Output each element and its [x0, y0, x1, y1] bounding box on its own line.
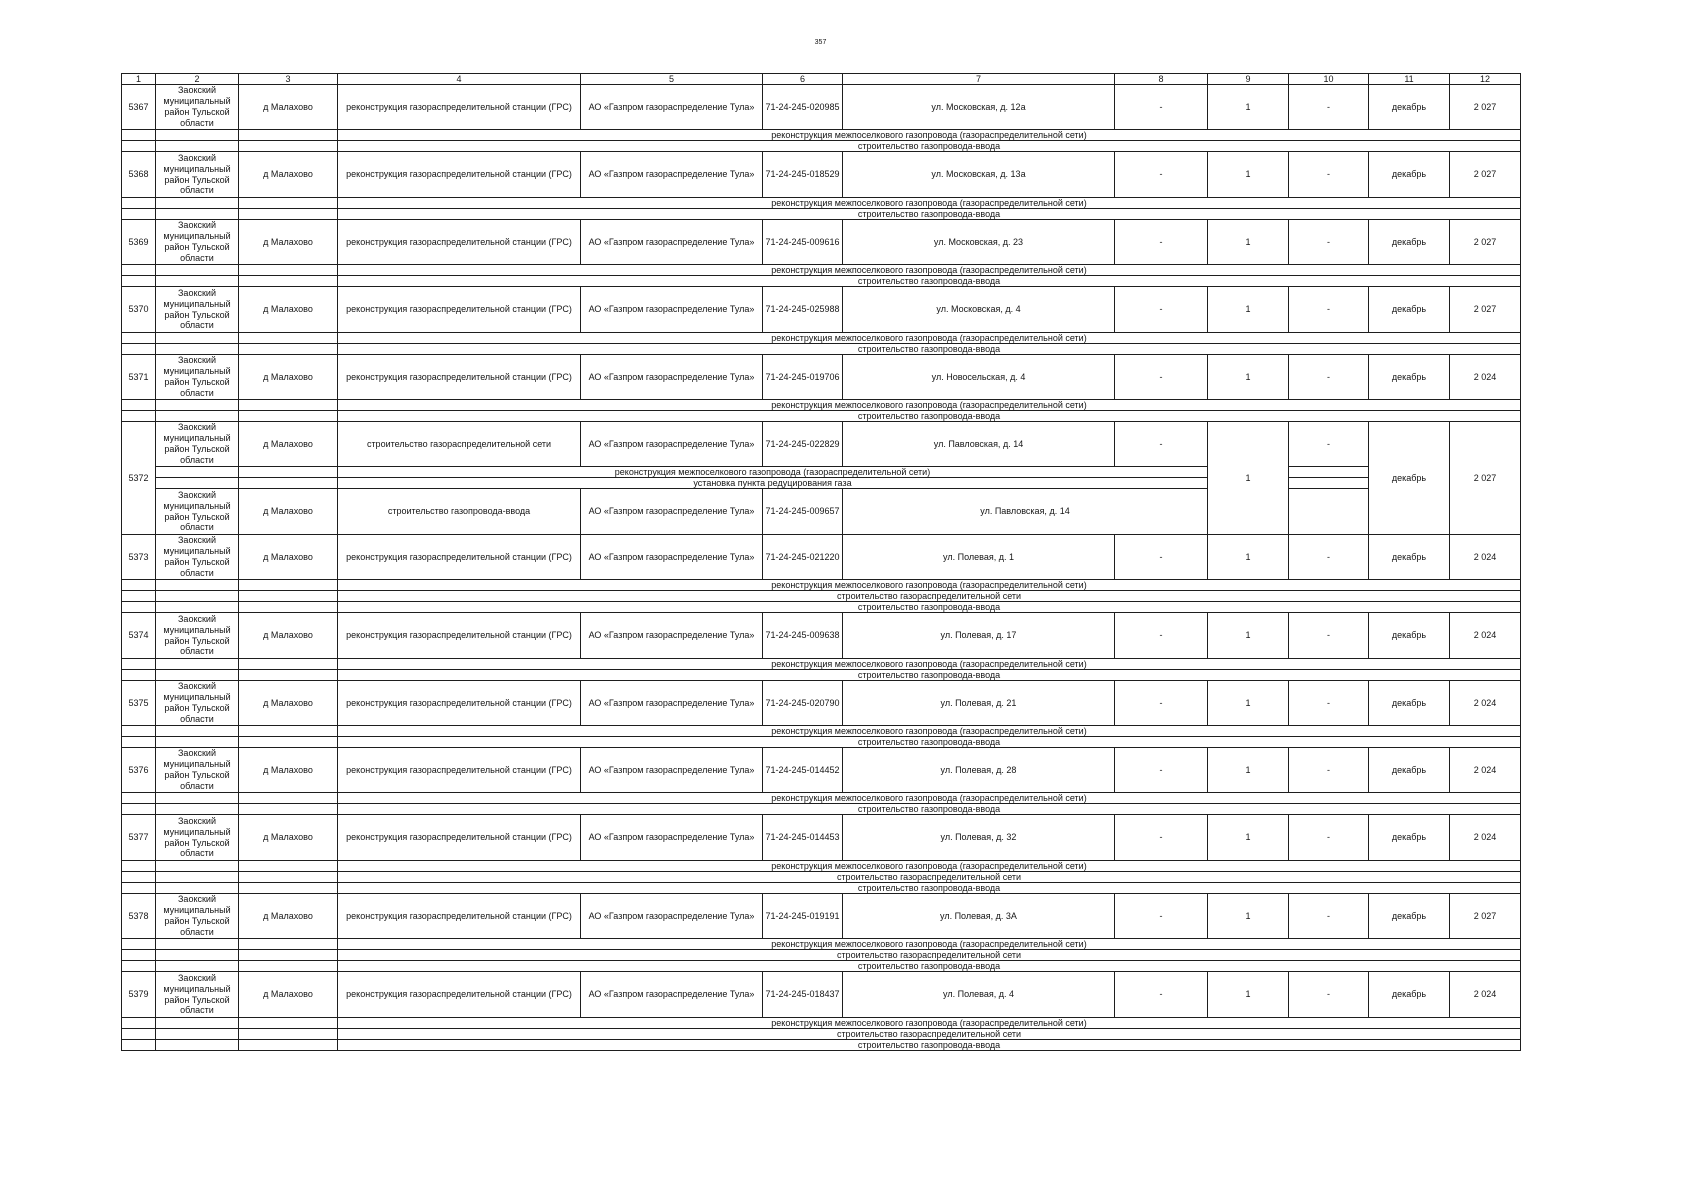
organization: АО «Газпром газораспределение Тула»: [580, 488, 763, 535]
locality: д Малахово: [238, 534, 338, 580]
address: ул. Полевая, д. 21: [842, 680, 1115, 726]
object-code: 71-24-245-021220: [762, 534, 843, 580]
record-number: 5376: [121, 747, 156, 793]
object-code: 71-24-245-019706: [762, 354, 843, 400]
district: Заокский муниципальный район Тульской области: [155, 814, 239, 861]
work-type: реконструкция газораспределительной станции (ГРС): [337, 151, 581, 198]
month: декабрь: [1368, 286, 1450, 333]
page-number: 357: [814, 39, 827, 46]
work-type: строительство газопровода-ввода: [337, 488, 581, 535]
empty-cell: [155, 1039, 239, 1051]
sub-work-item: реконструкция межпоселкового газопровода (газораспределительной сети): [337, 129, 1521, 141]
sub-work-item: реконструкция межпоселкового газопровода (газораспределительной сети): [337, 197, 1521, 209]
record-number: 5377: [121, 814, 156, 861]
sub-work-item: установка пункта редуцирования газа: [337, 477, 1208, 489]
col-8-value: -: [1114, 354, 1208, 400]
col-10-value: -: [1288, 421, 1369, 467]
locality: д Малахово: [238, 219, 338, 265]
record-number: 5367: [121, 84, 156, 130]
organization: АО «Газпром газораспределение Тула»: [580, 680, 763, 726]
col-10-value: -: [1288, 971, 1369, 1018]
header-cell: 7: [842, 73, 1115, 85]
year: 2 024: [1449, 814, 1521, 861]
work-type: реконструкция газораспределительной станции (ГРС): [337, 893, 581, 939]
col-10-value: -: [1288, 354, 1369, 400]
sub-work-item: строительство газораспределительной сети: [337, 871, 1521, 883]
month: декабрь: [1368, 680, 1450, 726]
object-code: 71-24-245-018529: [762, 151, 843, 198]
col-9-value: 1: [1207, 219, 1289, 265]
col-8-value: -: [1114, 971, 1208, 1018]
month: декабрь: [1368, 219, 1450, 265]
locality: д Малахово: [238, 84, 338, 130]
month: декабрь: [1368, 534, 1450, 580]
sub-work-item: реконструкция межпоселкового газопровода (газораспределительной сети): [337, 264, 1521, 276]
col-9-value: 1: [1207, 971, 1289, 1018]
organization: АО «Газпром газораспределение Тула»: [580, 84, 763, 130]
sub-work-item: реконструкция межпоселкового газопровода (газораспределительной сети): [337, 938, 1521, 950]
object-code: 71-24-245-025988: [762, 286, 843, 333]
year: 2 024: [1449, 534, 1521, 580]
address: ул. Полевая, д. 1: [842, 534, 1115, 580]
sub-work-item: реконструкция межпоселкового газопровода (газораспределительной сети): [337, 579, 1521, 591]
work-type: реконструкция газораспределительной станции (ГРС): [337, 534, 581, 580]
address: ул. Московская, д. 4: [842, 286, 1115, 333]
work-type: строительство газораспределительной сети: [337, 421, 581, 467]
col-10-value: -: [1288, 747, 1369, 793]
organization: АО «Газпром газораспределение Тула»: [580, 971, 763, 1018]
month: декабрь: [1368, 971, 1450, 1018]
col-9-value: 1: [1207, 534, 1289, 580]
work-type: реконструкция газораспределительной станции (ГРС): [337, 680, 581, 726]
sub-work-item: реконструкция межпоселкового газопровода (газораспределительной сети): [337, 1017, 1521, 1029]
year: 2 027: [1449, 893, 1521, 939]
locality: д Малахово: [238, 612, 338, 659]
organization: АО «Газпром газораспределение Тула»: [580, 151, 763, 198]
district: Заокский муниципальный район Тульской области: [155, 747, 239, 793]
object-code: 71-24-245-009638: [762, 612, 843, 659]
col-10-value: -: [1288, 612, 1369, 659]
sub-work-item: реконструкция межпоселкового газопровода (газораспределительной сети): [337, 658, 1521, 670]
organization: АО «Газпром газораспределение Тула»: [580, 534, 763, 580]
locality: д Малахово: [238, 971, 338, 1018]
col-8-value: -: [1114, 534, 1208, 580]
object-code: 71-24-245-022829: [762, 421, 843, 467]
sub-work-item: строительство газораспределительной сети: [337, 590, 1521, 602]
sub-work-item: строительство газопровода-ввода: [337, 736, 1521, 748]
col-8-value: -: [1114, 84, 1208, 130]
sub-work-item: реконструкция межпоселкового газопровода (газораспределительной сети): [337, 466, 1208, 478]
year: 2 024: [1449, 680, 1521, 726]
col-8-value: -: [1114, 286, 1208, 333]
work-type: реконструкция газораспределительной станции (ГРС): [337, 354, 581, 400]
district: Заокский муниципальный район Тульской области: [155, 84, 239, 130]
locality: д Малахово: [238, 286, 338, 333]
address: ул. Полевая, д. 3А: [842, 893, 1115, 939]
month: декабрь: [1368, 612, 1450, 659]
organization: АО «Газпром газораспределение Тула»: [580, 814, 763, 861]
sub-work-item: реконструкция межпоселкового газопровода (газораспределительной сети): [337, 332, 1521, 344]
month: декабрь: [1368, 814, 1450, 861]
district: Заокский муниципальный район Тульской области: [155, 534, 239, 580]
empty-cell: [238, 1039, 338, 1051]
sub-work-item: строительство газопровода-ввода: [337, 140, 1521, 152]
locality: д Малахово: [238, 893, 338, 939]
district: Заокский муниципальный район Тульской области: [155, 151, 239, 198]
sub-work-item: реконструкция межпоселкового газопровода (газораспределительной сети): [337, 792, 1521, 804]
record-number: 5375: [121, 680, 156, 726]
col-9-value: 1: [1207, 421, 1289, 535]
sub-work-item: строительство газопровода-ввода: [337, 1039, 1521, 1051]
col-10-value: -: [1288, 219, 1369, 265]
organization: АО «Газпром газораспределение Тула»: [580, 893, 763, 939]
organization: АО «Газпром газораспределение Тула»: [580, 421, 763, 467]
empty-cell: [121, 1039, 156, 1051]
address: ул. Полевая, д. 28: [842, 747, 1115, 793]
header-cell: 12: [1449, 73, 1521, 85]
header-cell: 3: [238, 73, 338, 85]
month: декабрь: [1368, 151, 1450, 198]
address: ул. Полевая, д. 17: [842, 612, 1115, 659]
organization: АО «Газпром газораспределение Тула»: [580, 219, 763, 265]
district: Заокский муниципальный район Тульской области: [155, 893, 239, 939]
col-8-value: -: [1114, 612, 1208, 659]
col-9-value: 1: [1207, 814, 1289, 861]
header-cell: 5: [580, 73, 763, 85]
header-cell: 2: [155, 73, 239, 85]
month: декабрь: [1368, 893, 1450, 939]
year: 2 024: [1449, 612, 1521, 659]
object-code: 71-24-245-014452: [762, 747, 843, 793]
col-8-value: -: [1114, 680, 1208, 726]
organization: АО «Газпром газораспределение Тула»: [580, 612, 763, 659]
col-9-value: 1: [1207, 612, 1289, 659]
record-number: 5379: [121, 971, 156, 1018]
col-8-value: -: [1114, 814, 1208, 861]
sub-work-item: строительство газопровода-ввода: [337, 960, 1521, 972]
address: ул. Московская, д. 13а: [842, 151, 1115, 198]
object-code: 71-24-245-009657: [762, 488, 843, 535]
header-cell: 1: [121, 73, 156, 85]
record-number: 5368: [121, 151, 156, 198]
work-type: реконструкция газораспределительной станции (ГРС): [337, 612, 581, 659]
year: 2 027: [1449, 286, 1521, 333]
record-number: 5371: [121, 354, 156, 400]
empty-cell: [1288, 488, 1369, 535]
sub-work-item: реконструкция межпоселкового газопровода (газораспределительной сети): [337, 860, 1521, 872]
record-number: 5378: [121, 893, 156, 939]
object-code: 71-24-245-020985: [762, 84, 843, 130]
work-type: реконструкция газораспределительной станции (ГРС): [337, 971, 581, 1018]
object-code: 71-24-245-020790: [762, 680, 843, 726]
address: ул. Московская, д. 23: [842, 219, 1115, 265]
locality: д Малахово: [238, 421, 338, 467]
sub-work-item: реконструкция межпоселкового газопровода (газораспределительной сети): [337, 725, 1521, 737]
col-9-value: 1: [1207, 286, 1289, 333]
month: декабрь: [1368, 747, 1450, 793]
record-number: 5373: [121, 534, 156, 580]
address: ул. Павловская, д. 14: [842, 488, 1208, 535]
district: Заокский муниципальный район Тульской области: [155, 354, 239, 400]
sub-work-item: строительство газопровода-ввода: [337, 601, 1521, 613]
year: 2 027: [1449, 421, 1521, 535]
locality: д Малахово: [238, 814, 338, 861]
header-cell: 8: [1114, 73, 1208, 85]
district: Заокский муниципальный район Тульской области: [155, 219, 239, 265]
district: Заокский муниципальный район Тульской области: [155, 421, 239, 467]
sub-work-item: реконструкция межпоселкового газопровода (газораспределительной сети): [337, 399, 1521, 411]
year: 2 024: [1449, 747, 1521, 793]
locality: д Малахово: [238, 488, 338, 535]
sub-work-item: строительство газораспределительной сети: [337, 1028, 1521, 1040]
col-9-value: 1: [1207, 747, 1289, 793]
year: 2 027: [1449, 219, 1521, 265]
col-9-value: 1: [1207, 680, 1289, 726]
district: Заокский муниципальный район Тульской области: [155, 488, 239, 535]
year: 2 024: [1449, 354, 1521, 400]
sub-work-item: строительство газопровода-ввода: [337, 275, 1521, 287]
col-8-value: -: [1114, 893, 1208, 939]
col-10-value: -: [1288, 534, 1369, 580]
district: Заокский муниципальный район Тульской области: [155, 971, 239, 1018]
sub-work-item: строительство газораспределительной сети: [337, 949, 1521, 961]
organization: АО «Газпром газораспределение Тула»: [580, 354, 763, 400]
work-type: реконструкция газораспределительной станции (ГРС): [337, 814, 581, 861]
col-10-value: -: [1288, 814, 1369, 861]
record-number: 5370: [121, 286, 156, 333]
header-cell: 6: [762, 73, 843, 85]
organization: АО «Газпром газораспределение Тула»: [580, 286, 763, 333]
address: ул. Полевая, д. 4: [842, 971, 1115, 1018]
col-9-value: 1: [1207, 354, 1289, 400]
col-10-value: -: [1288, 84, 1369, 130]
col-10-value: -: [1288, 286, 1369, 333]
work-type: реконструкция газораспределительной станции (ГРС): [337, 84, 581, 130]
col-9-value: 1: [1207, 151, 1289, 198]
district: Заокский муниципальный район Тульской области: [155, 612, 239, 659]
col-10-value: -: [1288, 680, 1369, 726]
object-code: 71-24-245-014453: [762, 814, 843, 861]
sub-work-item: строительство газопровода-ввода: [337, 882, 1521, 894]
header-cell: 9: [1207, 73, 1289, 85]
sub-work-item: строительство газопровода-ввода: [337, 343, 1521, 355]
work-type: реконструкция газораспределительной станции (ГРС): [337, 219, 581, 265]
col-8-value: -: [1114, 421, 1208, 467]
header-cell: 11: [1368, 73, 1450, 85]
work-type: реконструкция газораспределительной станции (ГРС): [337, 747, 581, 793]
work-type: реконструкция газораспределительной станции (ГРС): [337, 286, 581, 333]
address: ул. Новосельская, д. 4: [842, 354, 1115, 400]
col-10-value: -: [1288, 893, 1369, 939]
col-8-value: -: [1114, 747, 1208, 793]
district: Заокский муниципальный район Тульской области: [155, 680, 239, 726]
col-9-value: 1: [1207, 84, 1289, 130]
locality: д Малахово: [238, 354, 338, 400]
month: декабрь: [1368, 421, 1450, 535]
col-8-value: -: [1114, 219, 1208, 265]
year: 2 027: [1449, 151, 1521, 198]
locality: д Малахово: [238, 747, 338, 793]
address: ул. Полевая, д. 32: [842, 814, 1115, 861]
object-code: 71-24-245-019191: [762, 893, 843, 939]
year: 2 024: [1449, 971, 1521, 1018]
header-cell: 10: [1288, 73, 1369, 85]
month: декабрь: [1368, 354, 1450, 400]
organization: АО «Газпром газораспределение Тула»: [580, 747, 763, 793]
col-9-value: 1: [1207, 893, 1289, 939]
object-code: 71-24-245-018437: [762, 971, 843, 1018]
district: Заокский муниципальный район Тульской области: [155, 286, 239, 333]
record-number: 5374: [121, 612, 156, 659]
locality: д Малахово: [238, 151, 338, 198]
locality: д Малахово: [238, 680, 338, 726]
record-number: 5372: [121, 421, 156, 535]
month: декабрь: [1368, 84, 1450, 130]
address: ул. Московская, д. 12а: [842, 84, 1115, 130]
object-code: 71-24-245-009616: [762, 219, 843, 265]
col-8-value: -: [1114, 151, 1208, 198]
sub-work-item: строительство газопровода-ввода: [337, 208, 1521, 220]
year: 2 027: [1449, 84, 1521, 130]
sub-work-item: строительство газопровода-ввода: [337, 803, 1521, 815]
sub-work-item: строительство газопровода-ввода: [337, 410, 1521, 422]
header-cell: 4: [337, 73, 581, 85]
col-10-value: -: [1288, 151, 1369, 198]
address: ул. Павловская, д. 14: [842, 421, 1115, 467]
sub-work-item: строительство газопровода-ввода: [337, 669, 1521, 681]
record-number: 5369: [121, 219, 156, 265]
